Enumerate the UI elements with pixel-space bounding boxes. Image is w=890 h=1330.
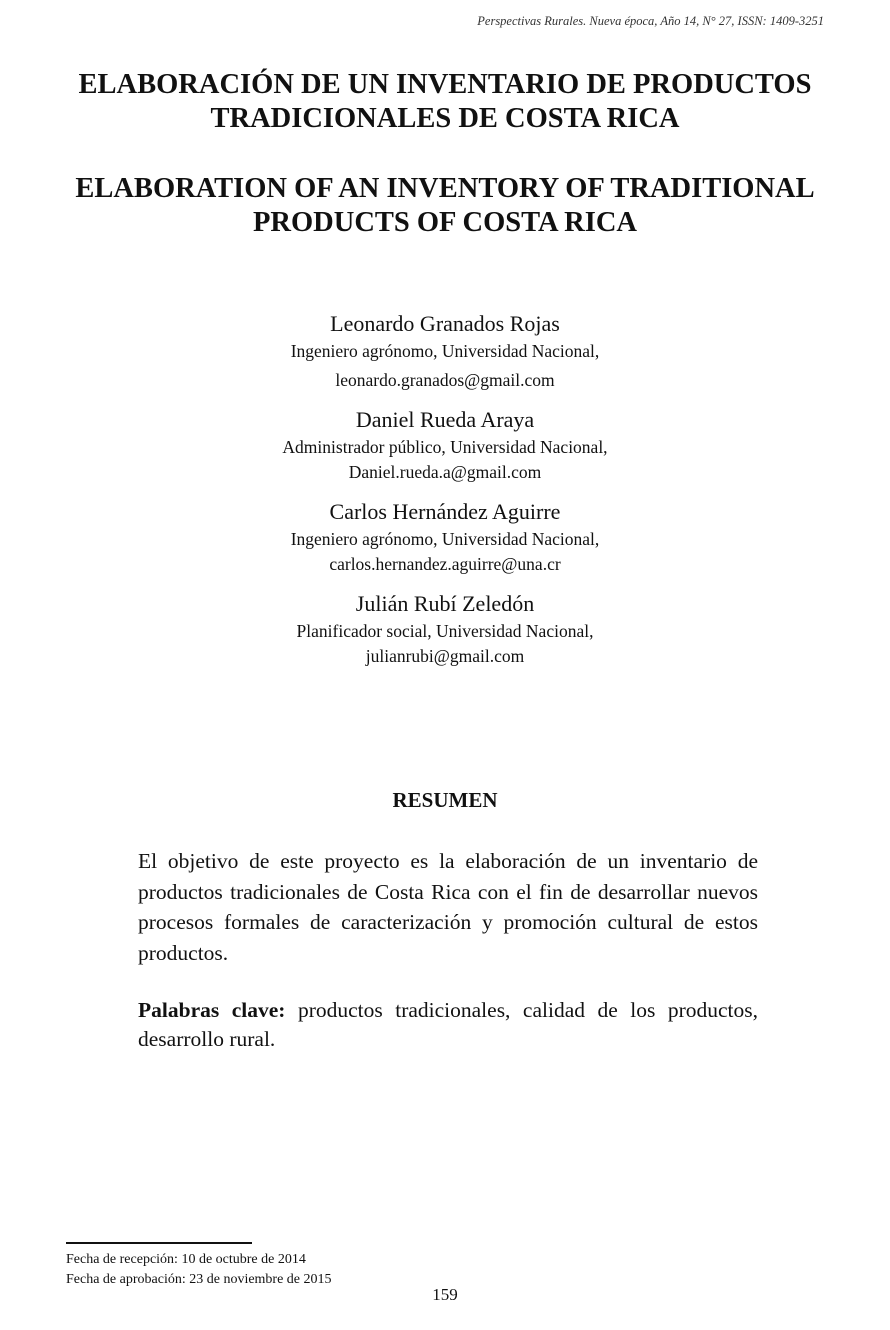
footnote-divider (66, 1242, 252, 1244)
keywords-paragraph (138, 996, 758, 1054)
author-email: leonardo.granados@gmail.com (335, 370, 555, 390)
author-affiliation: Ingeniero agrónomo, Universidad Nacional, (290, 529, 600, 549)
author-2 (0, 405, 890, 485)
author-name: Leonardo Granados Rojas (330, 311, 560, 336)
title-english-line-2: PRODUCTS OF COSTA RICA (253, 207, 637, 238)
author-name: Julián Rubí Zeledón (355, 591, 535, 616)
abstract-heading: RESUMEN (392, 788, 498, 812)
title-english-line-1: ELABORATION OF AN INVENTORY OF TRADITIONAL (75, 173, 815, 204)
title-english (0, 172, 890, 240)
author-3 (0, 497, 890, 577)
received-date: Fecha de recepción: 10 de octubre de 2014 (66, 1252, 306, 1267)
title-spanish (0, 68, 890, 136)
author-name: Daniel Rueda Araya (355, 407, 535, 432)
footnotes (66, 1250, 332, 1290)
author-email: Daniel.rueda.a@gmail.com (348, 462, 542, 482)
abstract-text: El objetivo de este proyecto es la elaboración de un inventario de productos tradicionales de Costa Rica con el fin de desarrollar nuevos procesos formales de caracterización y promoción cultural de estos productos. (138, 849, 758, 965)
author-1 (0, 309, 890, 393)
title-spanish-line-2: TRADICIONALES DE COSTA RICA (210, 103, 680, 134)
approved-date: Fecha de aprobación: 23 de noviembre de 2015 (66, 1272, 332, 1287)
keywords-label: Palabras clave: (138, 998, 286, 1022)
author-email: carlos.hernandez.aguirre@una.cr (329, 554, 561, 574)
author-4 (0, 589, 890, 669)
running-head: Perspectivas Rurales. Nueva época, Año 14, N° 27, ISSN: 1409-3251 (477, 14, 824, 28)
author-affiliation: Planificador social, Universidad Nacional, (296, 621, 594, 641)
keywords-text: productos tradicionales, calidad de los productos, desarrollo rural. (138, 998, 759, 1051)
author-name: Carlos Hernández Aguirre (329, 499, 561, 524)
title-spanish-line-1: ELABORACIÓN DE UN INVENTARIO DE PRODUCTOS (78, 69, 812, 100)
author-affiliation: Administrador público, Universidad Nacional, (282, 437, 608, 457)
author-list (0, 309, 890, 681)
author-affiliation: Ingeniero agrónomo, Universidad Nacional, (290, 341, 600, 361)
page-number: 159 (432, 1285, 458, 1304)
author-email: julianrubi@gmail.com (365, 646, 525, 666)
